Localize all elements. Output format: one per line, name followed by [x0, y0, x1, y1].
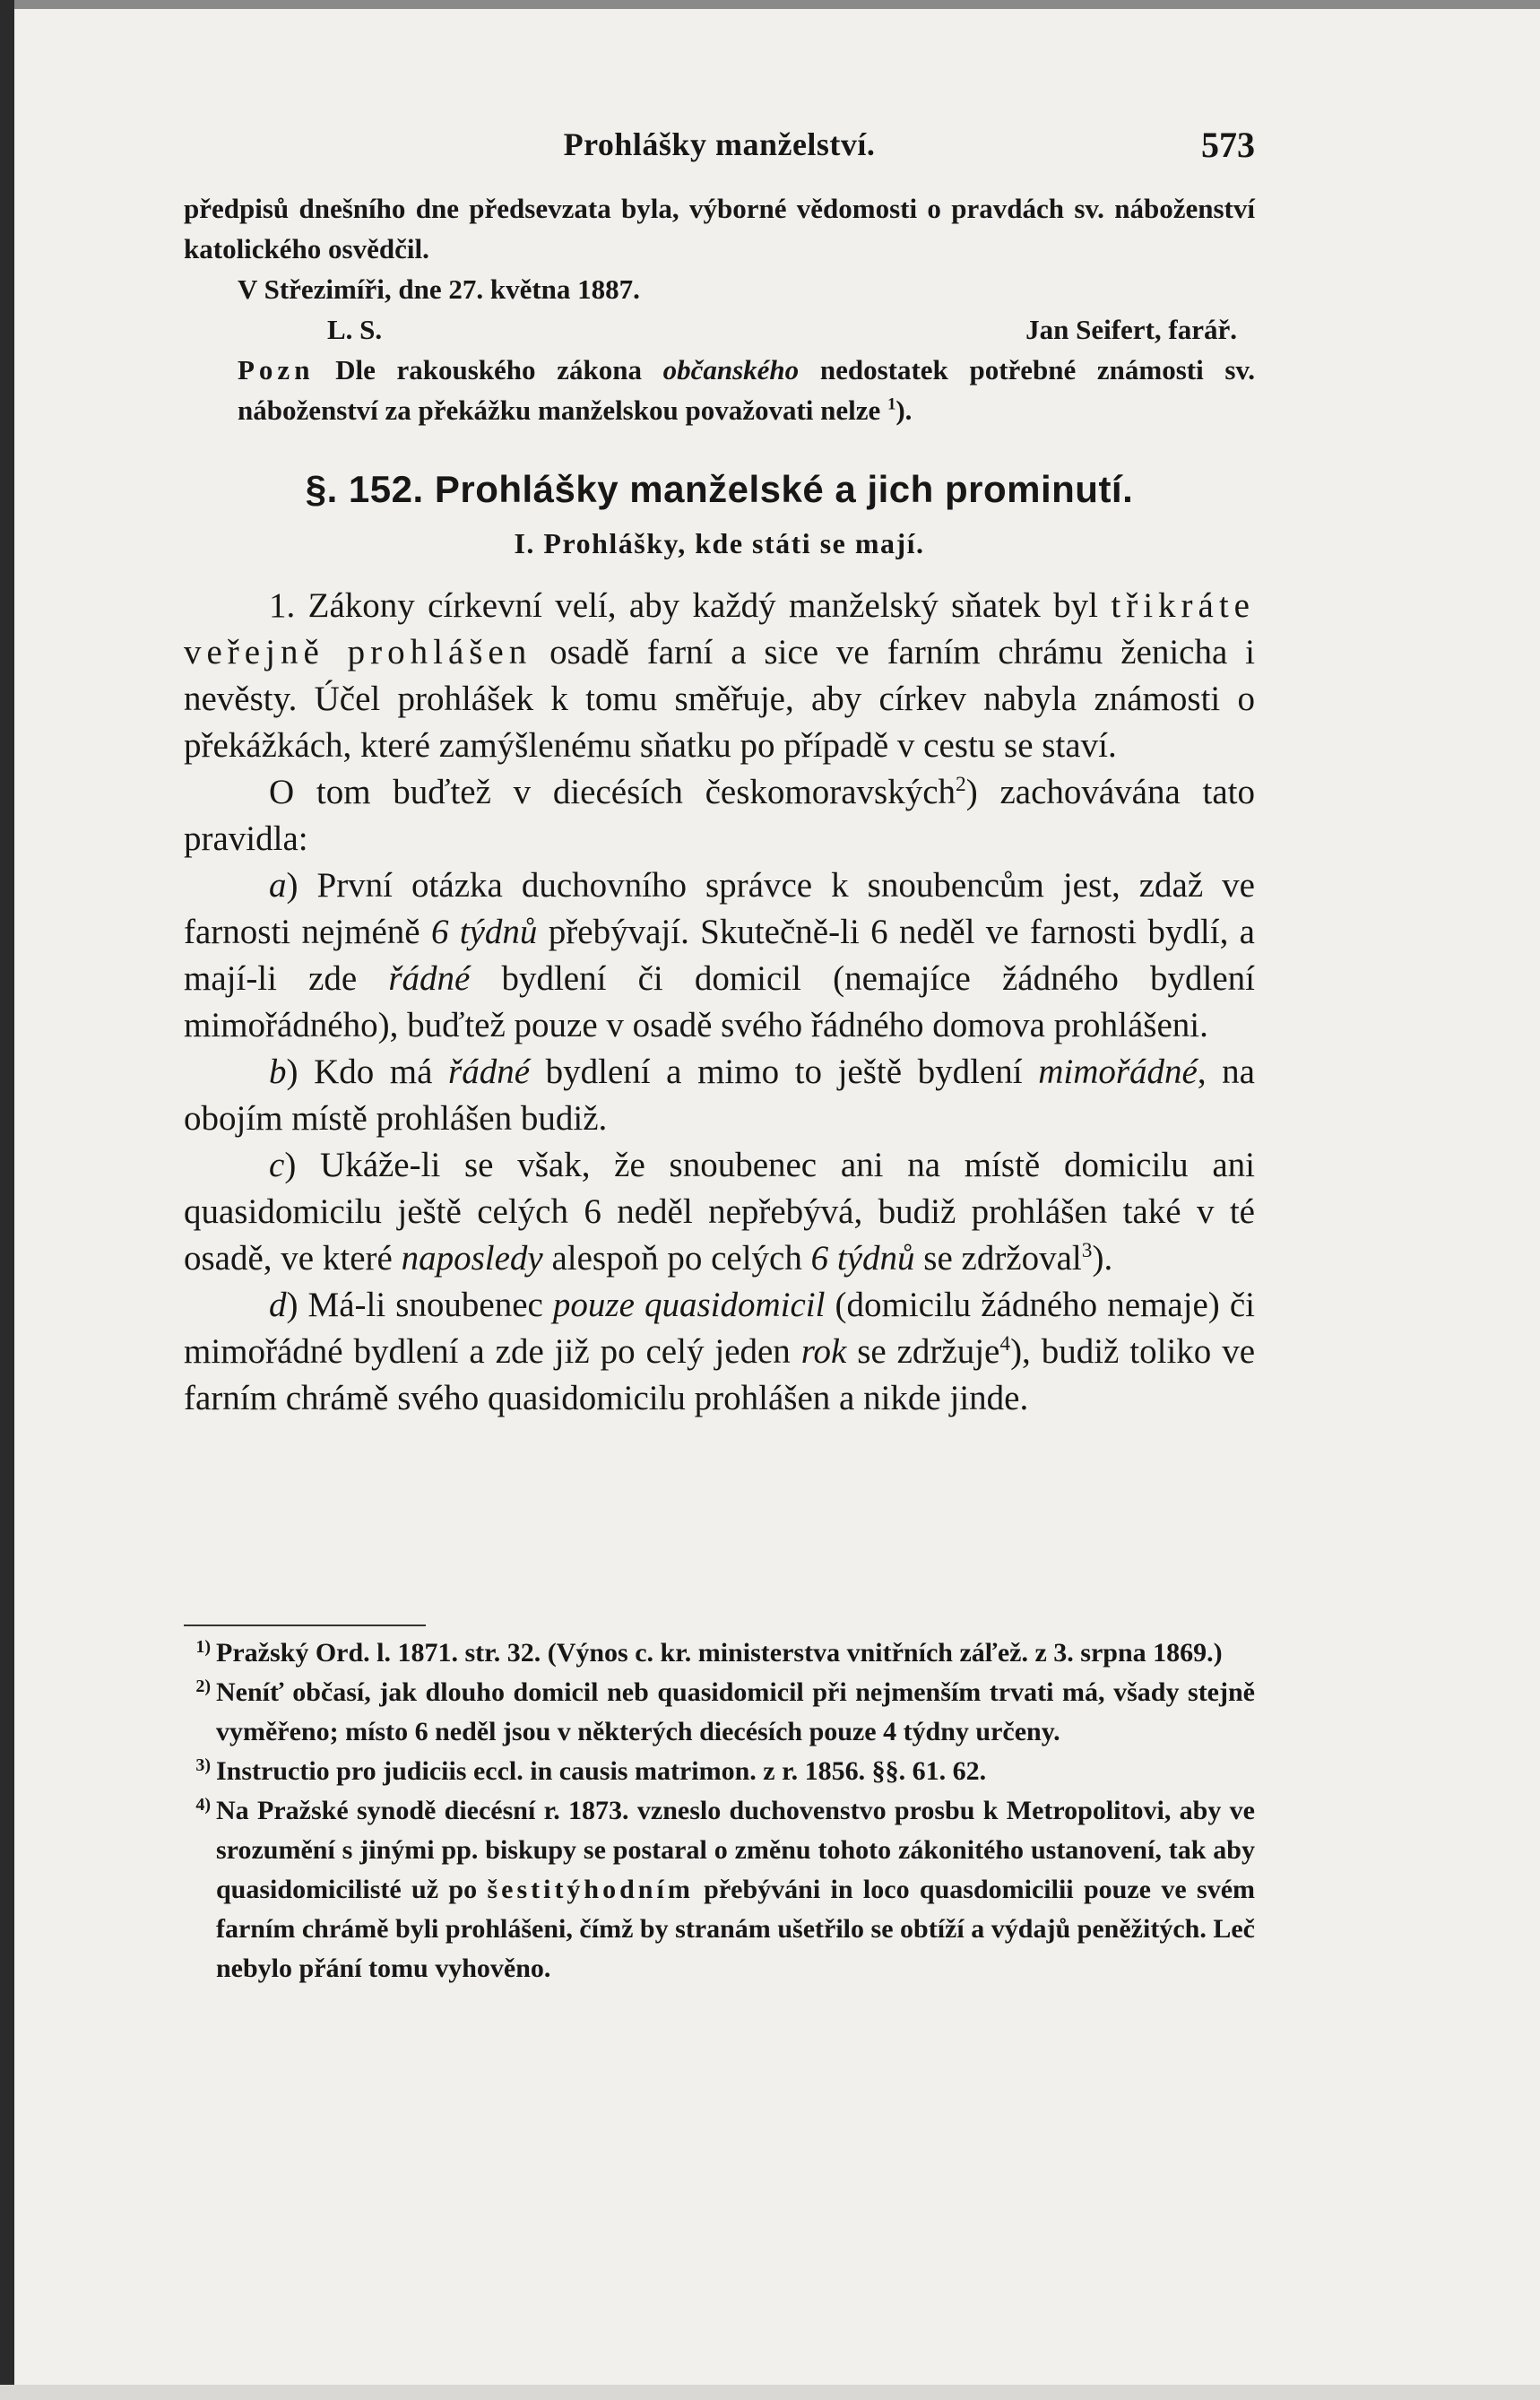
rule-c-em2: 6 týdnů [810, 1239, 915, 1278]
rule-a-em1: 6 týdnů [430, 913, 538, 951]
rule-b [184, 1049, 1255, 1142]
rule-d [184, 1282, 1255, 1422]
note-paragraph [184, 350, 1255, 430]
rule-c [184, 1142, 1255, 1282]
footnote-mark: 1) [195, 1637, 211, 1657]
p1-spaced-emphasis: třikráte veřejně prohlášen [184, 586, 1255, 671]
signature: Jan Seifert, farář. [1025, 314, 1237, 345]
rule-b-em1: řádné [448, 1053, 531, 1091]
p1-text: 1. Zákony církevní velí, aby každý manželský sňatek byl [269, 586, 1112, 625]
footnote-text [216, 1791, 1255, 1988]
certificate-text [184, 188, 1255, 430]
rule-d-text-3: se zdržuje [846, 1332, 1000, 1371]
rule-b-text-2: bydlení a mimo to ještě bydlení [530, 1053, 1039, 1091]
place-date: V Střezimíři, dne 27. května 1887. [238, 273, 640, 305]
p1-text-2: osadě farní a sice ve farním chrámu ženicha i nevěsty. Účel prohlášek k tomu směřuje, aby církev nabyla známosti o překážkách, které zamýšlenému sňatku po případě v cestu se staví. [184, 633, 1256, 765]
footnotes [184, 1633, 1255, 1988]
rule-c-end: ). [1092, 1239, 1113, 1278]
p2-ref: 2 [956, 773, 966, 796]
rule-c-text-3: se zdržoval [914, 1239, 1082, 1278]
rule-a [184, 862, 1255, 1049]
note-ref: 1 [887, 394, 896, 414]
footnote-1 [184, 1633, 1255, 1673]
page-left-edge [0, 0, 14, 2400]
page-bottom-edge [0, 2385, 1540, 2400]
footnote-mark: 4) [195, 1795, 211, 1815]
footnote-4-spaced: šestitýhodním [487, 1875, 694, 1904]
footnote-4-text-b: přebýváni in loco quasdomicilii pouze ve svém farním chrámě byli prohlášeni, čímž by stranám ušetřilo se obtíží a výdajů peněžitých. Leč nebylo přání tomu vyhověno. [216, 1875, 1256, 1983]
rule-c-text-2: alespoň po celých [542, 1239, 811, 1278]
rule-c-text: ) Ukáže-li se však, že snoubenec ani na místě domicilu ani quasidomicilu ještě celých 6 neděl nepřebývá, budiž prohlášen také v té osadě, ve které [184, 1146, 1255, 1278]
certificate-line: předpisů dnešního dne předsevzata byla, výborné vědomosti o pravdách sv. náboženství katolického osvědčil. [184, 193, 1255, 264]
rule-b-text-3: , na obojím místě prohlášen budiž. [184, 1053, 1255, 1138]
footnote-rule [184, 1625, 426, 1626]
note-text-2: nedostatek potřebné známosti sv. náboženství za překážku manželskou považovati nelze [238, 354, 1256, 426]
rule-d-text-2: (domicilu žádného nemaje) či mimořádné bydlení a zde již po celý jeden [184, 1286, 1255, 1371]
rule-b-em2: mimořádné [1038, 1053, 1198, 1091]
rule-c-mark: c [269, 1146, 285, 1184]
page-number: 573 [1201, 125, 1255, 165]
rule-d-em2: rok [800, 1332, 847, 1371]
paragraph-2 [184, 769, 1255, 862]
p2-text-2: ) zachovávána tato pravidla: [184, 773, 1255, 858]
rule-d-mark: d [269, 1286, 287, 1324]
rule-d-text: ) Má-li snoubenec [286, 1286, 553, 1324]
rule-a-text-3: bydlení či domicil (nemajíce žádného bydlení mimořádného), buďtež pouze v osadě svého řádného domova prohlášeni. [184, 959, 1255, 1044]
footnote-mark: 2) [195, 1677, 211, 1696]
footnote-text: Pražský Ord. l. 1871. str. 32. (Výnos c. kr. ministerstva vnitřních záľež. z 3. srpna 1869.) [216, 1638, 1223, 1668]
note-label: Pozn [238, 354, 315, 386]
rule-a-text: ) První otázka duchovního správce k snoubencům jest, zdaž ve farnosti nejméně [184, 866, 1255, 951]
section-subheading: I. Prohlášky, kde státi se mají. [514, 527, 925, 559]
rule-c-em1: naposledy [401, 1239, 543, 1278]
page-header [184, 126, 1255, 170]
rule-d-ref: 4 [999, 1332, 1011, 1356]
rule-d-em1: pouze quasidomicil [552, 1286, 826, 1324]
p2-text: O tom buďtež v diecésích českomoravských [269, 773, 956, 811]
page-top-edge [0, 0, 1540, 9]
footnote-text: Instructio pro judiciis eccl. in causis matrimon. z r. 1856. §§. 61. 62. [216, 1756, 987, 1786]
rule-b-text: ) Kdo má [286, 1053, 449, 1091]
note-text: Dle rakouského zákona [314, 354, 663, 386]
seal-mark: L. S. [327, 314, 383, 345]
rule-a-text-2: přebývají. Skutečně-li 6 neděl ve farnosti bydlí, a mají-li zde [184, 913, 1255, 998]
running-title: Prohlášky manželství. [563, 126, 876, 162]
signature-row [184, 309, 1255, 350]
section-heading: §. 152. Prohlášky manželské a jich prominutí. [305, 468, 1134, 510]
rule-d-end: ), budiž toliko ve farním chrámě svého quasidomicilu prohlášen a nikde jinde. [184, 1332, 1256, 1417]
footnote-4-text-a: Na Pražské synodě diecésní r. 1873. vzneslo duchovenstvo prosbu k Metropolitovi, aby ve srozumění s jinými pp. biskupy se postaral o změnu tohoto zákonitého ustanovení, tak aby quasidomicilisté už po [216, 1796, 1255, 1904]
rule-c-ref: 3 [1081, 1239, 1093, 1262]
footnote-3 [184, 1752, 1255, 1791]
footnote-mark: 3) [195, 1755, 211, 1775]
rule-b-mark: b [269, 1053, 287, 1091]
paragraph-1 [184, 583, 1255, 769]
footnote-2 [184, 1673, 1255, 1752]
rule-a-mark: a [269, 866, 287, 905]
footnote-4 [184, 1791, 1255, 1988]
footnote-text: Neníť občasí, jak dlouho domicil neb quasidomicil při nejmenším trvati má, všady stejně vyměřeno; místo 6 neděl jsou v některých diecésích pouze 4 týdny určeny. [216, 1677, 1255, 1746]
main-text [184, 583, 1255, 1422]
note-emphasis: občanského [662, 354, 800, 386]
note-end: ). [895, 394, 913, 426]
rule-a-em2: řádné [388, 959, 471, 998]
